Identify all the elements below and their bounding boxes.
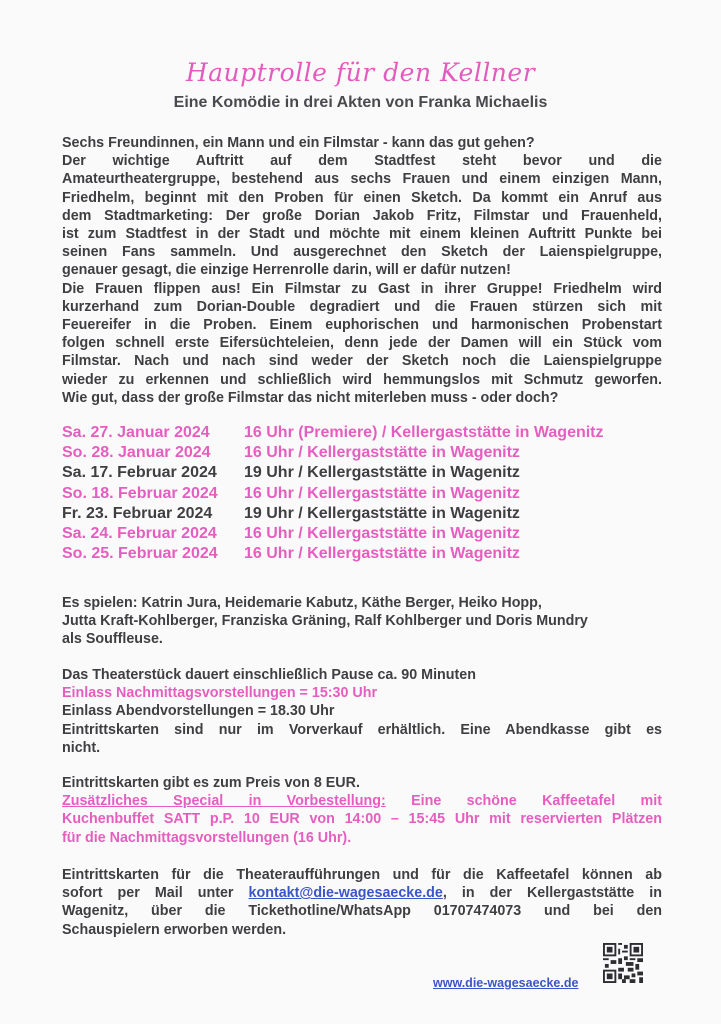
presale-text: Eintrittskarten sind nur im Vorverkauf erhältlich. Eine Abendkasse gibt es: [62, 721, 662, 738]
synopsis-line: genauer gesagt, die einzige Herrenrolle darin, will er dafür nutzen!: [62, 262, 511, 279]
performance-date: Sa. 24. Februar 2024: [62, 525, 217, 543]
performance-row: [62, 544, 682, 564]
ticket-text: sofort per Mail unter: [62, 885, 234, 902]
entry-afternoon-text: Einlass Nachmittagsvorstellungen = 15:30 Uhr: [62, 685, 378, 702]
performance-row: [62, 484, 682, 504]
show-info: [62, 666, 662, 757]
performance-row: [62, 463, 682, 483]
ticket-text: Wagenitz, über die Tickethotline/WhatsApp 01707474073 und bei den: [62, 903, 662, 920]
performance-date: Sa. 17. Februar 2024: [62, 464, 217, 482]
cast-line: als Souffleuse.: [62, 631, 163, 648]
performance-info: 16 Uhr / Kellergaststätte in Wagenitz: [244, 545, 520, 563]
synopsis-line: Wie gut, dass der große Filmstar das nicht miterleben muss - oder doch?: [62, 389, 559, 406]
special-offer-text: Eine schöne Kaffeetafel mit: [411, 793, 662, 810]
synopsis-line: Sechs Freundinnen, ein Mann und ein Filmstar - kann das gut gehen?: [62, 135, 535, 151]
performance-date: So. 25. Februar 2024: [62, 545, 218, 563]
performance-date: So. 18. Februar 2024: [62, 484, 218, 502]
synopsis-line: Friedhelm, beginnt mit den Proben für einen Sketch. Da kommt ein Anruf aus: [62, 189, 662, 206]
ticket-text: , in der Kellergaststätte in: [442, 885, 662, 902]
performance-info: 16 Uhr (Premiere) / Kellergaststätte in Wagenitz: [244, 424, 604, 441]
synopsis-line: wieder zu erkennen und schließlich wird hemmungslos mit Schmutz geworfen.: [62, 371, 662, 388]
ticket-text: Eintrittskarten für die Theateraufführungen und für die Kaffeetafel können ab: [62, 867, 662, 883]
performance-info: 19 Uhr / Kellergaststätte in Wagenitz: [244, 504, 520, 522]
entry-evening-text: Einlass Abendvorstellungen = 18.30 Uhr: [62, 703, 335, 720]
cast-line: Jutta Kraft-Kohlberger, Franziska Gräning, Ralf Kohlberger und Doris Mundry: [62, 613, 588, 630]
synopsis-line: kurzerhand zum Dorian-Double degradiert und die Frauen stürzen sich mit: [62, 298, 662, 315]
special-offer-text: für die Nachmittagsvorstellungen (16 Uhr).: [62, 829, 352, 846]
special-offer-label: Zusätzliches Special in Vorbestellung:: [62, 793, 386, 810]
page-title: Hauptrolle für den Kellner: [185, 58, 536, 87]
cast-line: Es spielen: Katrin Jura, Heidemarie Kabutz, Käthe Berger, Heiko Hopp,: [62, 595, 542, 611]
performance-info: 19 Uhr / Kellergaststätte in Wagenitz: [244, 464, 520, 482]
ticket-info: [62, 866, 662, 939]
pricing-info: [62, 774, 662, 847]
cast-list: [62, 594, 662, 649]
ticket-line-email: [62, 884, 662, 902]
performance-info: 16 Uhr / Kellergaststätte in Wagenitz: [244, 484, 520, 502]
performance-dates: [62, 423, 682, 564]
synopsis-line: Feuereifer in die Proben. Einem euphorischen und harmonischen Probenstart: [62, 317, 662, 334]
synopsis-line: Filmstar. Nach und nach sind weder der Sketch noch die Laienspielgruppe: [62, 353, 662, 370]
performance-date: Fr. 23. Februar 2024: [62, 504, 213, 522]
duration-text: Das Theaterstück dauert einschließlich Pause ca. 90 Minuten: [62, 667, 476, 683]
synopsis-line: Der wichtige Auftritt auf dem Stadtfest steht bevor und die: [62, 153, 662, 170]
synopsis-line: seinen Fans sammeln. Und ausgerechnet den Sketch der Laienspielgruppe,: [62, 244, 662, 261]
qr-code-icon[interactable]: [603, 943, 643, 983]
performance-row: [62, 443, 682, 463]
ticket-text: Schauspielern erworben werden.: [62, 921, 287, 938]
performance-info: 16 Uhr / Kellergaststätte in Wagenitz: [244, 444, 520, 462]
synopsis-line: folgen schnell erste Eifersüchteleien, denn jede der Damen will ein Stück vom: [62, 335, 662, 352]
page-subtitle: Eine Komödie in drei Akten von Franka Michaelis: [173, 94, 548, 111]
website-link[interactable]: www.die-wagesaecke.de: [433, 976, 579, 990]
special-offer-line: [62, 792, 662, 810]
performance-row: [62, 524, 682, 544]
email-link[interactable]: kontakt@die-wagesaecke.de: [248, 885, 443, 902]
performance-date: So. 28. Januar 2024: [62, 444, 211, 462]
synopsis-line: dem Stadtmarketing: Der große Dorian Jakob Fritz, Filmstar und Frauenheld,: [62, 207, 662, 224]
price-text: Eintrittskarten gibt es zum Preis von 8 EUR.: [62, 775, 360, 791]
synopsis-line: Die Frauen flippen aus! Ein Filmstar zu Gast in ihrer Gruppe! Friedhelm wird: [62, 280, 662, 297]
performance-info: 16 Uhr / Kellergaststätte in Wagenitz: [244, 525, 520, 543]
presale-text: nicht.: [62, 739, 101, 756]
synopsis: [62, 134, 662, 407]
special-offer-text: Kuchenbuffet SATT p.P. 10 EUR von 14:00 – 15:45 Uhr mit reservierten Plätzen: [62, 811, 662, 828]
synopsis-line: Amateurtheatergruppe, bestehend aus sechs Frauen und einem einzigen Mann,: [62, 171, 662, 188]
synopsis-line: ist zum Stadtfest in der Stadt und möchte mit einem kleinen Auftritt Punkte bei: [62, 226, 662, 243]
performance-row: [62, 504, 682, 524]
performance-date: Sa. 27. Januar 2024: [62, 424, 210, 441]
performance-row: [62, 423, 682, 443]
